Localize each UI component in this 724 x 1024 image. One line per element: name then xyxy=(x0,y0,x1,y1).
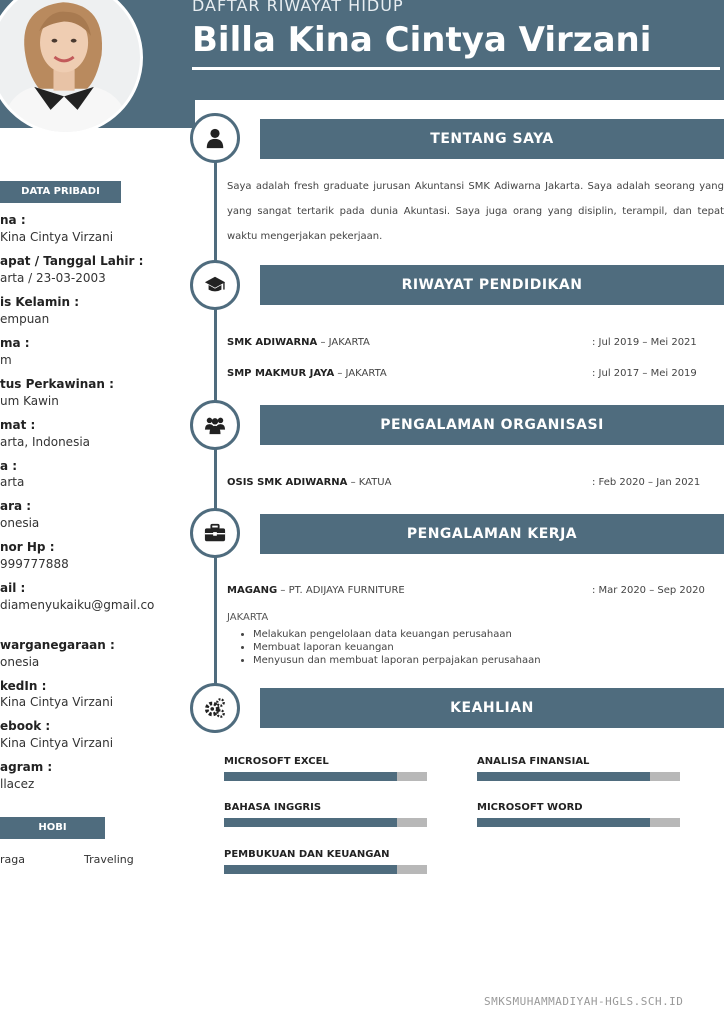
field-label: tus Perkawinan : xyxy=(0,377,114,391)
portrait-image xyxy=(0,0,140,132)
work-location: JAKARTA xyxy=(227,612,269,623)
skill-bar xyxy=(224,772,427,781)
skill-name: BAHASA INGGRIS xyxy=(224,802,322,813)
tentang-saya-header: TENTANG SAYA xyxy=(260,119,724,159)
section-icon-circle xyxy=(190,683,240,733)
field-label: nor Hp : xyxy=(0,540,55,554)
pengalaman-kerja-header: PENGALAMAN KERJA xyxy=(260,514,724,554)
skill-name: MICROSOFT WORD xyxy=(477,802,583,813)
organization-date: : Feb 2020 – Jan 2021 xyxy=(592,477,701,488)
list-item: • Menyusun dan membuat laporan perpajakan perusahaan xyxy=(253,654,541,667)
field-value: arta xyxy=(0,475,25,489)
section-icon-circle xyxy=(190,113,240,163)
graduation-cap-icon xyxy=(204,274,226,296)
field-value: onesia xyxy=(0,516,40,530)
field-label: a : xyxy=(0,459,18,473)
gears-icon xyxy=(204,697,226,719)
hobby-item: raga xyxy=(0,853,25,866)
field-value: 999777888 xyxy=(0,557,69,571)
about-text: Saya adalah fresh graduate jurusan Akuntansi SMK Adiwarna Jakarta. Saya adalah seorang yang yang sangat tertarik pada dunia Akuntasi. Saya juga orang yang disiplin, terampil, dan tepat waktu mengerjakan pekerjaan. xyxy=(227,181,724,242)
field-label: agram : xyxy=(0,760,53,774)
field-label: ebook : xyxy=(0,719,51,733)
header-underline xyxy=(192,67,720,70)
skill-bar-fill xyxy=(477,818,650,827)
field-label: ma : xyxy=(0,336,30,350)
field-value: Kina Cintya Virzani xyxy=(0,695,114,709)
section-icon-circle xyxy=(190,400,240,450)
field-value: llacez xyxy=(0,777,35,791)
field-value: um Kawin xyxy=(0,394,59,408)
pengalaman-organisasi-header: PENGALAMAN ORGANISASI xyxy=(260,405,724,445)
work-title: MAGANG xyxy=(227,585,278,596)
profile-photo xyxy=(0,0,143,135)
skill-bar xyxy=(477,818,680,827)
work-company: – PT. ADIJAYA FURNITURE xyxy=(277,585,405,596)
skill-bar-fill xyxy=(477,772,650,781)
briefcase-icon xyxy=(204,522,226,544)
field-label: kedIn : xyxy=(0,679,47,693)
skill-bar xyxy=(224,865,427,874)
field-value: Kina Cintya Virzani xyxy=(0,736,114,750)
watermark: SMKSMUHAMMADIYAH-HGLS.SCH.ID xyxy=(484,995,684,1008)
section-icon-circle xyxy=(190,260,240,310)
data-pribadi-title: DATA PRIBADI xyxy=(0,181,121,203)
education-date: : Jul 2019 – Mei 2021 xyxy=(592,337,697,348)
list-item: • Membuat laporan keuangan xyxy=(253,641,541,654)
education-date: : Jul 2017 – Mei 2019 xyxy=(592,368,697,379)
skill-bar xyxy=(224,818,427,827)
hobby-item: Traveling xyxy=(84,853,134,866)
field-value: diamenyukaiku@gmail.co xyxy=(0,598,155,612)
education-row xyxy=(227,337,717,353)
field-value: empuan xyxy=(0,312,50,326)
school-name: SMP MAKMUR JAYA xyxy=(227,368,335,379)
field-label: is Kelamin : xyxy=(0,295,80,309)
school-location: – JAKARTA xyxy=(334,368,387,379)
field-label: apat / Tanggal Lahir : xyxy=(0,254,144,268)
person-icon xyxy=(204,127,226,149)
skill-name: ANALISA FINANSIAL xyxy=(477,756,590,767)
work-date: : Mar 2020 – Sep 2020 xyxy=(592,585,705,596)
work-duties-list xyxy=(253,628,541,667)
education-row xyxy=(227,368,717,384)
field-label: ara : xyxy=(0,499,32,513)
section-icon-circle xyxy=(190,508,240,558)
organization-name: OSIS SMK ADIWARNA xyxy=(227,477,348,488)
keahlian-header: KEAHLIAN xyxy=(260,688,724,728)
person-name: Billa Kina Cintya Virzani xyxy=(192,20,652,60)
group-icon xyxy=(204,414,226,436)
field-value: m xyxy=(0,353,12,367)
skill-bar-fill xyxy=(224,865,397,874)
document-subtitle: DAFTAR RIWAYAT HIDUP xyxy=(192,0,404,15)
riwayat-pendidikan-header: RIWAYAT PENDIDIKAN xyxy=(260,265,724,305)
work-row xyxy=(227,585,717,601)
skill-bar-fill xyxy=(224,772,397,781)
field-label: warganegaraan : xyxy=(0,638,115,652)
field-value: onesia xyxy=(0,655,40,669)
field-label: ail : xyxy=(0,581,26,595)
skill-bar-fill xyxy=(224,818,397,827)
field-value: Kina Cintya Virzani xyxy=(0,230,114,244)
field-label: na : xyxy=(0,213,26,227)
field-value: arta / 23-03-2003 xyxy=(0,271,106,285)
skill-name: PEMBUKUAN DAN KEUANGAN xyxy=(224,849,390,860)
hobi-title: HOBI xyxy=(0,817,105,839)
school-name: SMK ADIWARNA xyxy=(227,337,318,348)
skill-name: MICROSOFT EXCEL xyxy=(224,756,329,767)
field-label: mat : xyxy=(0,418,36,432)
skill-bar xyxy=(477,772,680,781)
list-item: • Melakukan pengelolaan data keuangan perusahaan xyxy=(253,628,541,641)
field-value: arta, Indonesia xyxy=(0,435,91,449)
organization-row xyxy=(227,477,717,493)
school-location: – JAKARTA xyxy=(317,337,370,348)
organization-role: – KATUA xyxy=(347,477,392,488)
